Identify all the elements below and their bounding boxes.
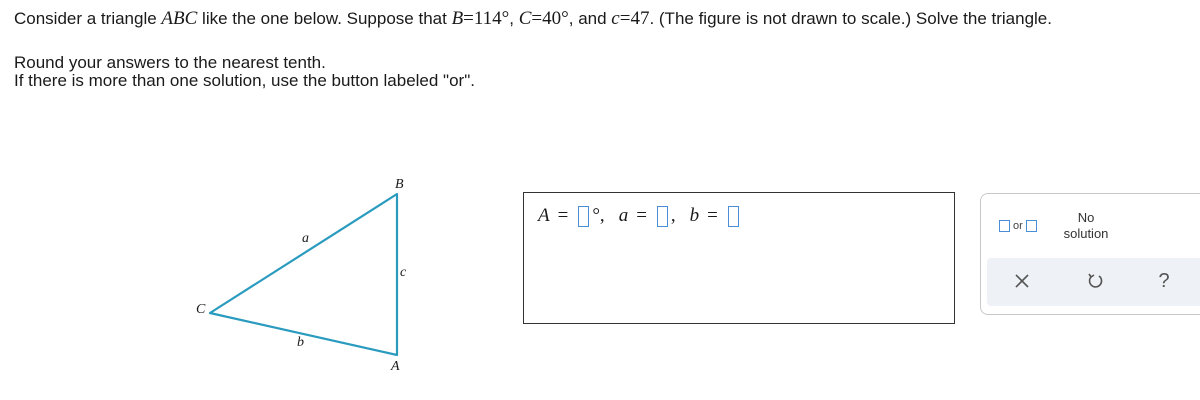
answer-area xyxy=(523,192,955,324)
multiple-solution-instruction: If there is more than one solution, use the button labeled "or". xyxy=(14,71,475,90)
side-b-label: b xyxy=(297,335,304,350)
side-c-var: c xyxy=(611,8,620,29)
equals-sign: = xyxy=(557,205,569,226)
side-c-label: c xyxy=(400,265,407,280)
angle-a-label: A xyxy=(538,205,550,226)
tool-options xyxy=(981,194,1200,256)
answer-tools-panel xyxy=(980,193,1200,315)
problem-statement xyxy=(14,8,1052,30)
tool-actions xyxy=(987,258,1200,306)
or-button-label: or xyxy=(1013,220,1023,232)
answer-row xyxy=(538,205,739,227)
clear-button[interactable] xyxy=(1007,266,1037,296)
or-button[interactable] xyxy=(999,220,1037,232)
or-right-box-icon xyxy=(1026,220,1037,232)
triangle-shape xyxy=(210,194,397,355)
close-icon xyxy=(1014,273,1030,289)
help-icon: ? xyxy=(1158,269,1170,292)
equals-sign: = xyxy=(636,205,647,226)
prompt-sep-2: , and xyxy=(568,9,612,28)
side-a-label: a xyxy=(302,231,309,246)
rounding-instruction: Round your answers to the nearest tenth. xyxy=(14,53,326,72)
prompt-sep-1: , xyxy=(509,9,519,28)
angle-a-input[interactable] xyxy=(578,206,589,227)
side-c-value: =47 xyxy=(619,8,650,29)
undo-button[interactable] xyxy=(1080,266,1110,296)
or-left-box-icon xyxy=(999,220,1010,232)
triangle-diagram xyxy=(190,175,420,385)
prompt-text-2: . (The figure is not drawn to scale.) Solve the triangle. xyxy=(649,9,1052,28)
prompt-text-1: like the one below. Suppose that xyxy=(197,9,452,28)
angle-c-var: C xyxy=(518,8,532,29)
side-a-input[interactable] xyxy=(657,206,668,227)
angle-b-value: =114° xyxy=(463,8,510,29)
angle-b-var: B xyxy=(451,8,464,29)
triangle-name: ABC xyxy=(161,8,198,29)
equals-sign: = xyxy=(707,205,718,226)
vertex-a-label: A xyxy=(391,359,400,374)
vertex-b-label: B xyxy=(395,177,404,192)
prompt-intro: Consider a triangle xyxy=(14,9,162,28)
side-b-input-label: b xyxy=(689,205,700,226)
help-button[interactable] xyxy=(1149,266,1179,296)
angle-c-value: =40° xyxy=(531,8,569,29)
undo-icon xyxy=(1086,272,1104,290)
side-a-input-label: a xyxy=(618,205,629,226)
degree-separator: °, xyxy=(592,205,605,226)
comma-separator: , xyxy=(670,205,676,226)
no-solution-button[interactable]: No solution xyxy=(1063,210,1109,241)
vertex-c-label: C xyxy=(196,302,206,317)
triangle-figure xyxy=(190,175,420,385)
side-b-input[interactable] xyxy=(728,206,739,227)
